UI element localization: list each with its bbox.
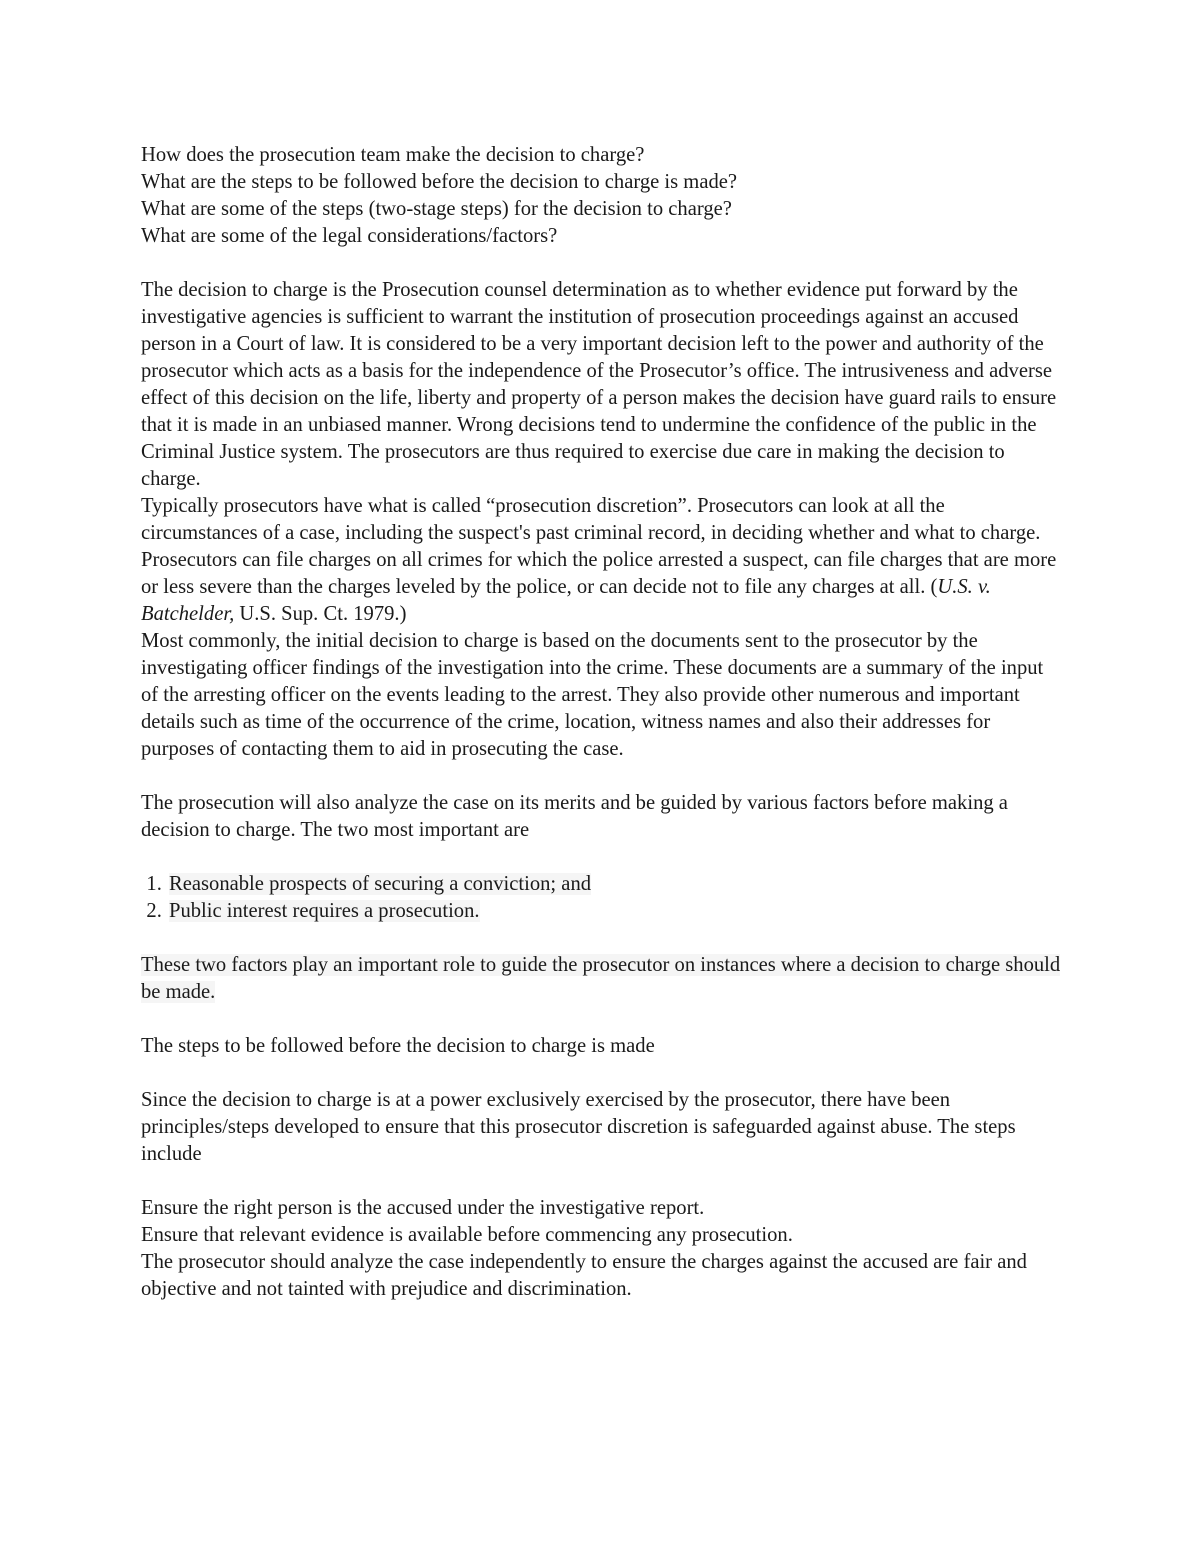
paragraph-decision-to-charge: The decision to charge is the Prosecution counsel determination as to whether evidence put forward by the investigative agencies is sufficient to warrant the institution of prosecution proceedings against an accused person in a Court of law. It is considered to be a very important decision left to the power and authority of the prosecutor which acts as a basis for the independence of the Prosecutor’s office. The intrusiveness and adverse effect of this decision on the life, liberty and property of a person makes the decision have guard rails to ensure that it is made in an unbiased manner. Wrong decisions tend to undermine the confidence of the public in the Criminal Justice system. The prosecutors are thus required to exercise due care in making the decision to charge. [141,279,1057,490]
blank-line [141,1168,1061,1195]
factor-text: Reasonable prospects of securing a conviction; and [169,873,592,895]
questions-block [141,142,1061,250]
paragraph-prosecution-discretion [141,493,1061,628]
question-line: How does the prosecution team make the decision to charge? [141,144,645,166]
blank-line [141,250,1061,277]
blank-line [141,925,1061,952]
citation-tail: U.S. Sup. Ct. 1979.) [234,603,407,625]
question-line: What are the steps to be followed before the decision to charge is made? [141,171,738,193]
blank-line [141,1060,1061,1087]
question-line: What are some of the steps (two-stage steps) for the decision to charge? [141,198,732,220]
paragraph-factors-role [141,952,1061,1006]
case-name: U.S. v. Batchelder, [141,576,991,625]
list-item [167,898,1061,925]
paragraph-steps-intro: Since the decision to charge is at a power exclusively exercised by the prosecutor, there have been principles/steps developed to ensure that this prosecutor discretion is safeguarded against abuse. The steps include [141,1089,1016,1165]
paragraph-factors-intro: The prosecution will also analyze the case on its merits and be guided by various factors before making a decision to charge. The two most important are [141,792,1008,841]
factors-list [141,871,1061,925]
step-line: The prosecutor should analyze the case independently to ensure the charges against the accused are fair and objective and not tainted with prejudice and discrimination. [141,1251,1027,1300]
list-item [167,871,1061,898]
section-heading-steps: The steps to be followed before the decision to charge is made [141,1035,655,1057]
steps-block [141,1195,1061,1303]
factor-text: Public interest requires a prosecution. [169,900,480,922]
blank-line [141,763,1061,790]
question-line: What are some of the legal considerations/factors? [141,225,558,247]
paragraph-initial-decision: Most commonly, the initial decision to charge is based on the documents sent to the prosecutor by the investigating officer findings of the investigation into the crime. These documents are a summary of the input of the arresting officer on the events leading to the arrest. They also provide other numerous and important details such as time of the occurrence of the crime, location, witness names and also their addresses for purposes of contacting them to aid in prosecuting the case. [141,630,1044,760]
document-page [141,142,1061,1303]
factors-role-text: These two factors play an important role to guide the prosecutor on instances where a decision to charge should be made. [141,954,1061,1003]
step-line: Ensure that relevant evidence is available before commencing any prosecution. [141,1224,793,1246]
blank-line [141,1006,1061,1033]
blank-line [141,844,1061,871]
discretion-text: Typically prosecutors have what is called “prosecution discretion”. Prosecutors can look at all the circumstances of a case, including the suspect's past criminal record, in deciding whether and what to charge. Prosecutors can file charges on all crimes for which the police arrested a suspect, can file charges that are more or less severe than the charges leveled by the police, or can decide not to file any charges at all. ( [141,495,1057,598]
step-line: Ensure the right person is the accused under the investigative report. [141,1197,705,1219]
